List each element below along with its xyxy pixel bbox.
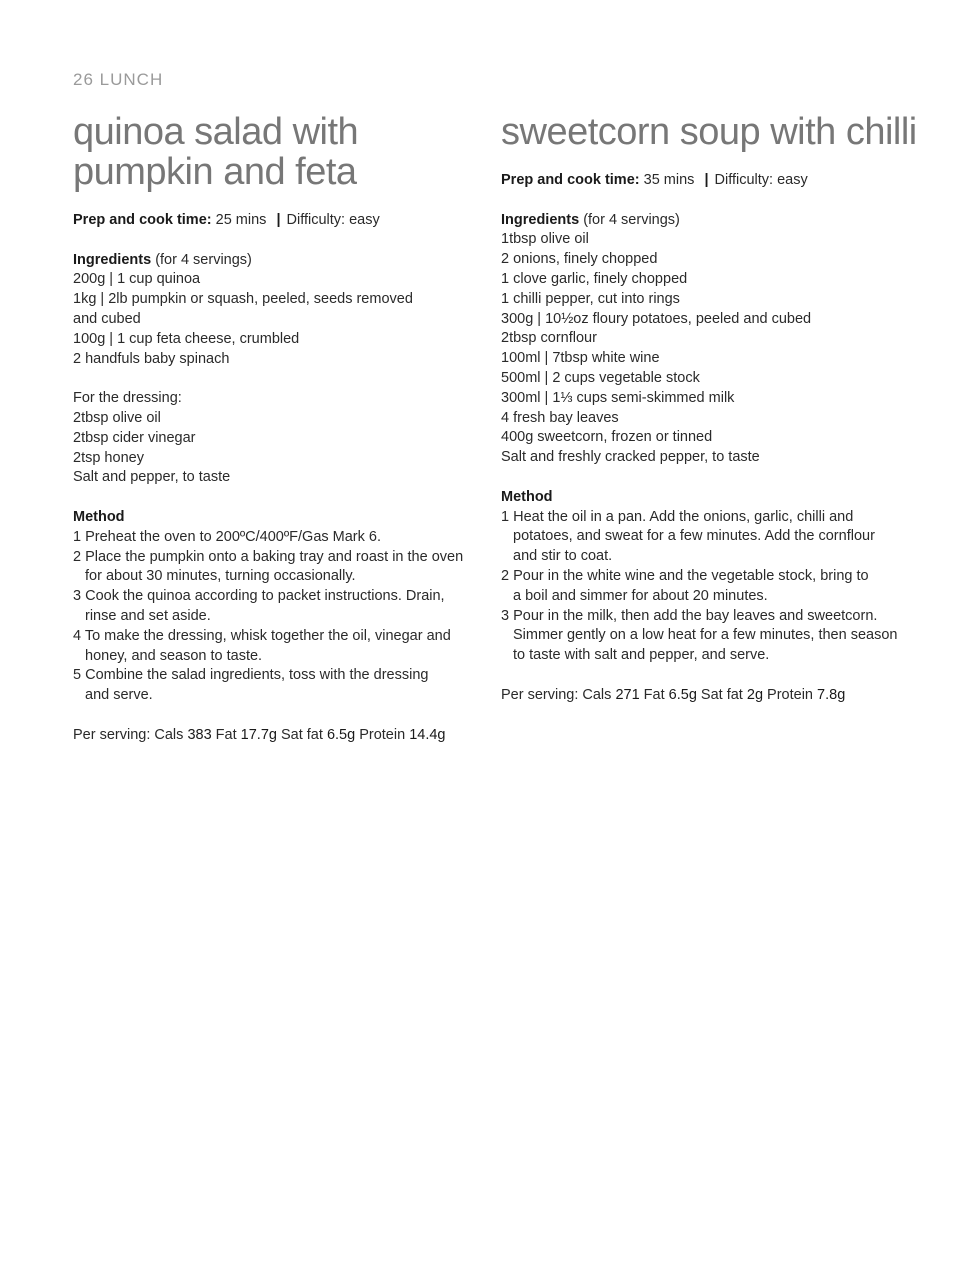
nutrition-info: Per serving: Cals 271 Fat 6.5g Sat fat 2g Protein 7.8g bbox=[501, 686, 846, 703]
ingredient-item: 2tbsp cornflour bbox=[501, 330, 597, 347]
prep-info: Prep and cook time: 35 mins | Difficulty: easy bbox=[501, 172, 808, 188]
ingredient-item: 1 chilli pepper, cut into rings bbox=[501, 290, 680, 307]
recipe-quinoa-salad bbox=[73, 112, 473, 746]
ingredients-heading: Ingredients (for 4 servings) bbox=[73, 251, 252, 268]
dressing-heading: For the dressing: bbox=[73, 390, 182, 407]
method-step: a boil and simmer for about 20 minutes. bbox=[513, 587, 768, 604]
title-line: quinoa salad with bbox=[73, 111, 359, 153]
prep-info: Prep and cook time: 25 mins | Difficulty: easy bbox=[73, 212, 380, 228]
method-step: 4 To make the dressing, whisk together the oil, vinegar and bbox=[73, 627, 451, 644]
ingredient-item: 100ml | 7tbsp white wine bbox=[501, 350, 660, 367]
nutrition-info: Per serving: Cals 383 Fat 17.7g Sat fat 6.5g Protein 14.4g bbox=[73, 726, 446, 743]
ingredient-item: 2 handfuls baby spinach bbox=[73, 350, 230, 367]
ingredient-item: Salt and freshly cracked pepper, to taste bbox=[501, 449, 760, 466]
method-step: 3 Cook the quinoa according to packet instructions. Drain, bbox=[73, 588, 445, 605]
dressing-item: 2tbsp cider vinegar bbox=[73, 429, 196, 446]
method-step: potatoes, and sweat for a few minutes. Add the cornflour bbox=[513, 528, 875, 545]
ingredient-item: 300g | 10½oz floury potatoes, peeled and cubed bbox=[501, 310, 812, 327]
method-step: Simmer gently on a low heat for a few minutes, then season bbox=[513, 627, 898, 644]
ingredient-item: 300ml | 1⅓ cups semi-skimmed milk bbox=[501, 389, 735, 406]
method-step: rinse and set aside. bbox=[85, 607, 211, 624]
page-header bbox=[73, 70, 163, 90]
method-step: 1 Preheat the oven to 200ºC/400ºF/Gas Mark 6. bbox=[73, 528, 382, 545]
title-line: pumpkin and feta bbox=[73, 151, 357, 193]
dressing-item: 2tsp honey bbox=[73, 449, 144, 466]
method-step: 5 Combine the salad ingredients, toss with the dressing bbox=[73, 667, 429, 684]
method-step: 2 Place the pumpkin onto a baking tray and roast in the oven bbox=[73, 548, 464, 565]
dressing-item: Salt and pepper, to taste bbox=[73, 469, 231, 486]
method-heading: Method bbox=[73, 508, 125, 525]
page-number: 26 bbox=[73, 70, 94, 89]
method-step: 3 Pour in the milk, then add the bay leaves and sweetcorn. bbox=[501, 607, 878, 624]
recipe-title bbox=[501, 112, 921, 152]
method-step: 2 Pour in the white wine and the vegetable stock, bring to bbox=[501, 567, 869, 584]
recipe-sweetcorn-soup bbox=[501, 112, 921, 706]
ingredient-item: 100g | 1 cup feta cheese, crumbled bbox=[73, 330, 300, 347]
ingredient-item: 400g sweetcorn, frozen or tinned bbox=[501, 429, 713, 446]
method-heading: Method bbox=[501, 488, 553, 505]
method-step: and serve. bbox=[85, 687, 153, 704]
method-step: 1 Heat the oil in a pan. Add the onions, garlic, chilli and bbox=[501, 508, 854, 525]
dressing-item: 2tbsp olive oil bbox=[73, 409, 161, 426]
section-name: LUNCH bbox=[99, 70, 164, 89]
ingredient-item: 200g | 1 cup quinoa bbox=[73, 271, 201, 288]
method-step: for about 30 minutes, turning occasionally. bbox=[85, 568, 356, 585]
ingredient-item: 4 fresh bay leaves bbox=[501, 409, 619, 426]
ingredients-heading: Ingredients (for 4 servings) bbox=[501, 211, 680, 228]
method-step: to taste with salt and pepper, and serve. bbox=[513, 647, 770, 664]
recipe-title bbox=[73, 112, 473, 192]
ingredient-item: and cubed bbox=[73, 310, 141, 327]
title-line: sweetcorn soup with chilli bbox=[501, 111, 917, 153]
ingredient-item: 1kg | 2lb pumpkin or squash, peeled, seeds removed bbox=[73, 291, 413, 308]
ingredient-item: 1tbsp olive oil bbox=[501, 231, 589, 248]
ingredient-item: 2 onions, finely chopped bbox=[501, 251, 658, 268]
method-step: honey, and season to taste. bbox=[85, 647, 263, 664]
ingredient-item: 500ml | 2 cups vegetable stock bbox=[501, 369, 700, 386]
method-step: and stir to coat. bbox=[513, 548, 613, 565]
ingredient-item: 1 clove garlic, finely chopped bbox=[501, 270, 688, 287]
